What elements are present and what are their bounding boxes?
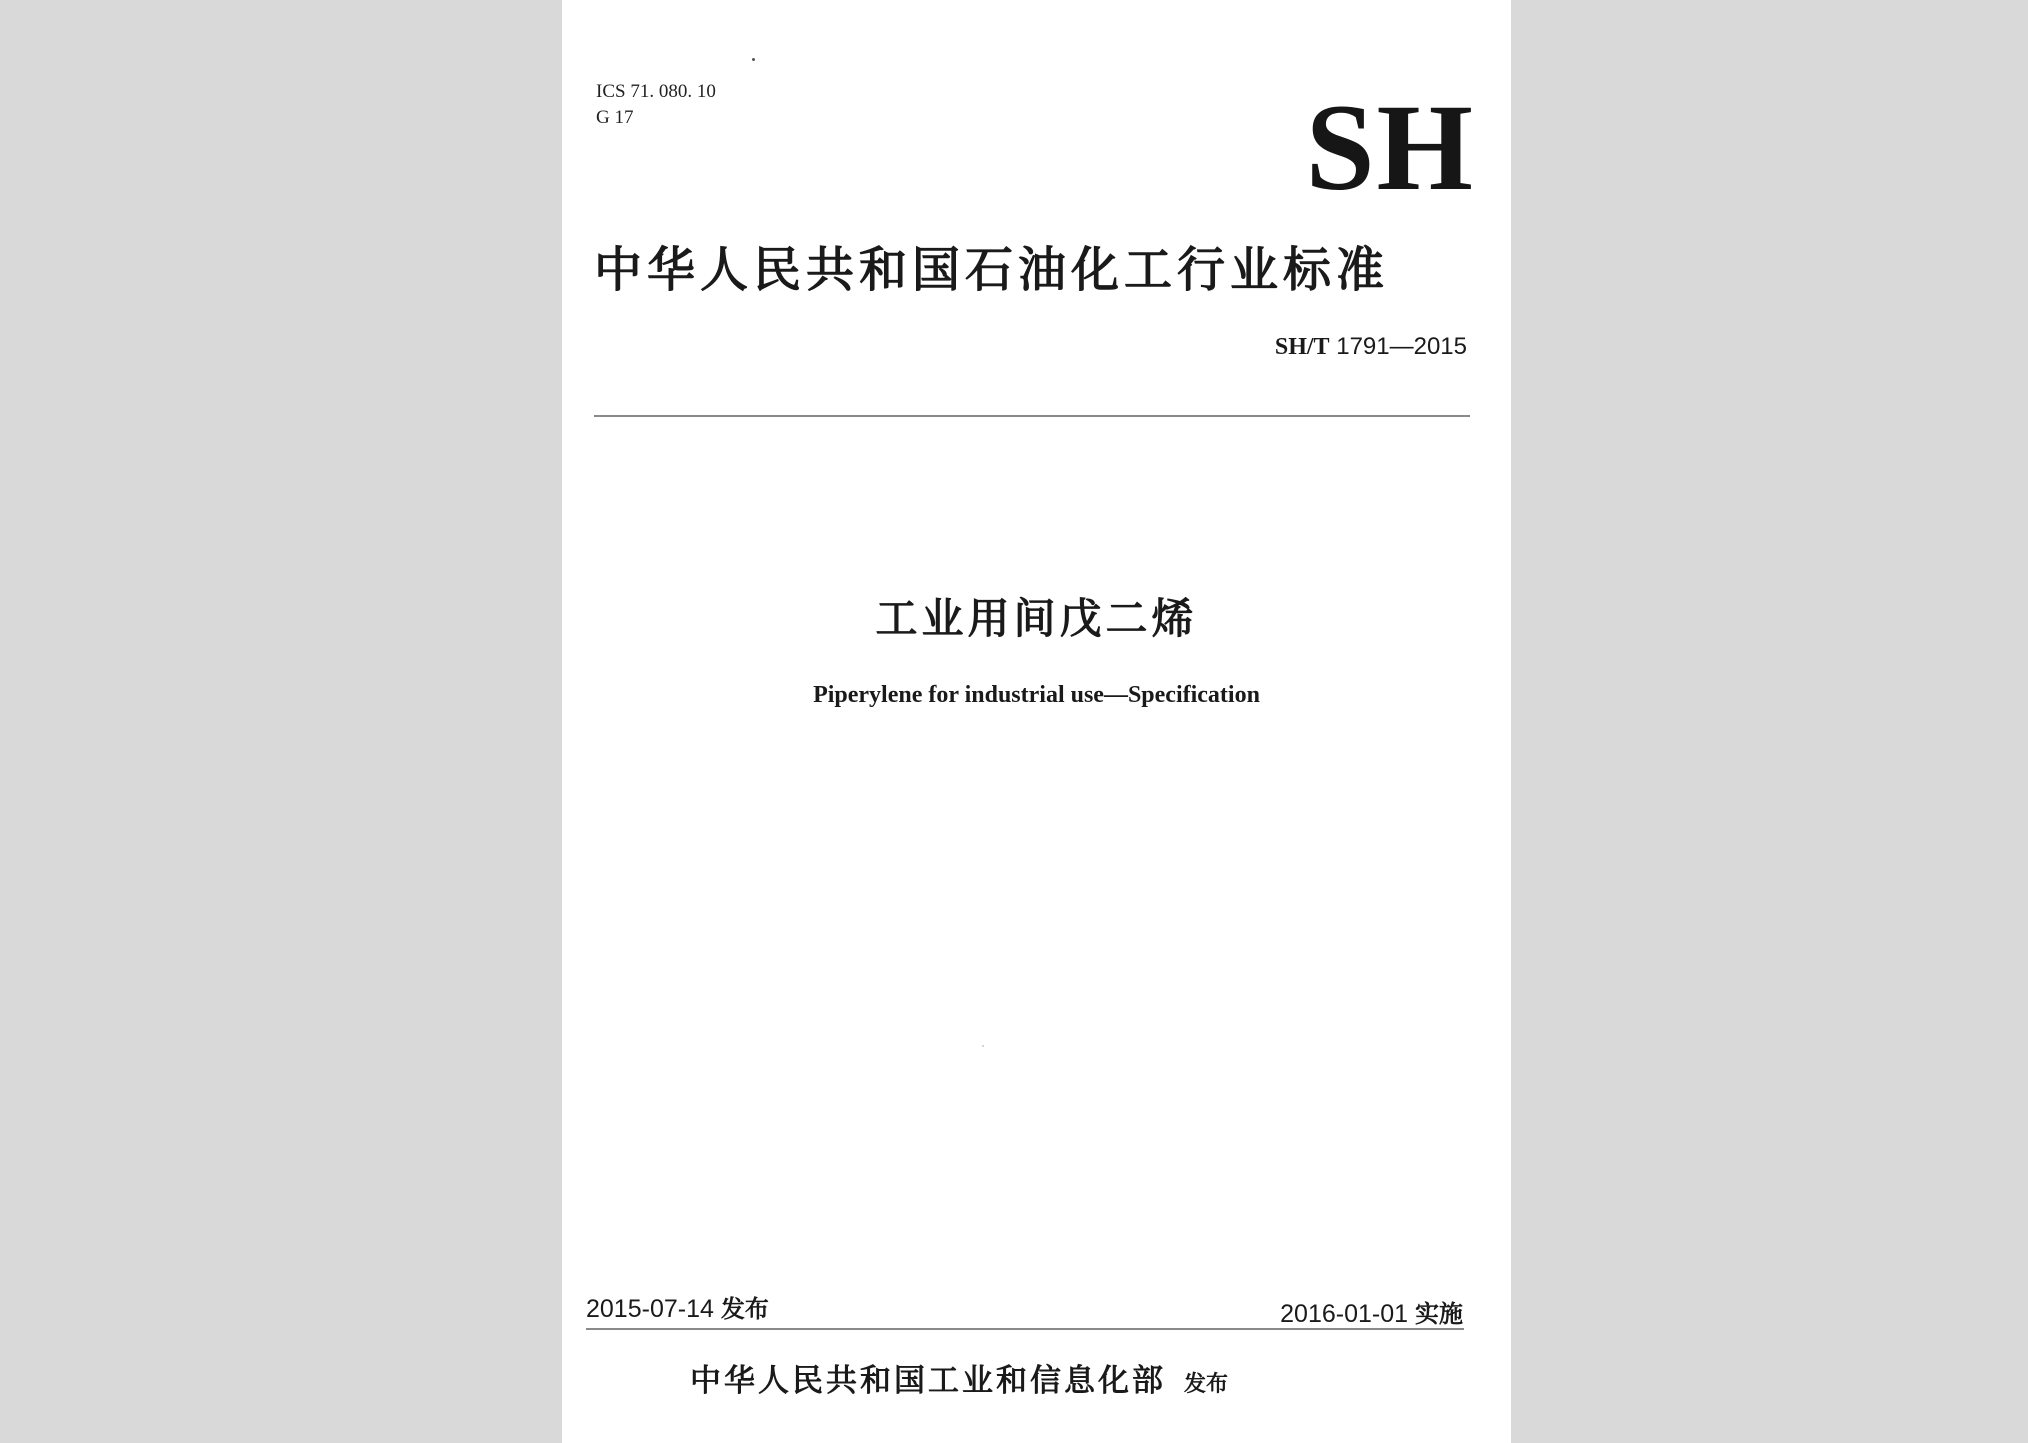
implementation-label: 实施 — [1415, 1300, 1463, 1328]
title-chinese: 工业用间戊二烯 — [875, 594, 1198, 643]
classification-codes — [596, 79, 716, 131]
ccs-code: G 17 — [596, 107, 634, 128]
top-divider — [594, 415, 1470, 417]
scan-speck — [982, 1045, 984, 1047]
standard-prefix: SH/T — [1274, 334, 1330, 360]
sh-logo: SH — [1305, 79, 1475, 216]
issuer — [690, 1358, 1228, 1408]
issue-date-value: 2015-07-14 — [586, 1295, 714, 1323]
implementation-date — [1280, 1298, 1463, 1330]
bottom-divider — [586, 1328, 1464, 1330]
scan-speck — [752, 58, 755, 61]
issuer-label: 发布 — [1184, 1372, 1229, 1397]
ics-code: ICS 71. 080. 10 — [596, 81, 716, 102]
standard-cover-page — [562, 0, 1511, 1443]
issuer-name: 中华人民共和国工业和信息化部 — [690, 1363, 1166, 1399]
issue-label: 发布 — [720, 1295, 769, 1323]
issue-date — [586, 1293, 769, 1325]
standard-code: 1791—2015 — [1336, 333, 1467, 360]
authority-title: 中华人民共和国石油化工行业标准 — [594, 242, 1390, 298]
title-english: Piperylene for industrial use—Specification — [813, 682, 1260, 708]
implementation-date-value: 2016-01-01 — [1280, 1300, 1409, 1328]
standard-number — [1275, 332, 1467, 362]
